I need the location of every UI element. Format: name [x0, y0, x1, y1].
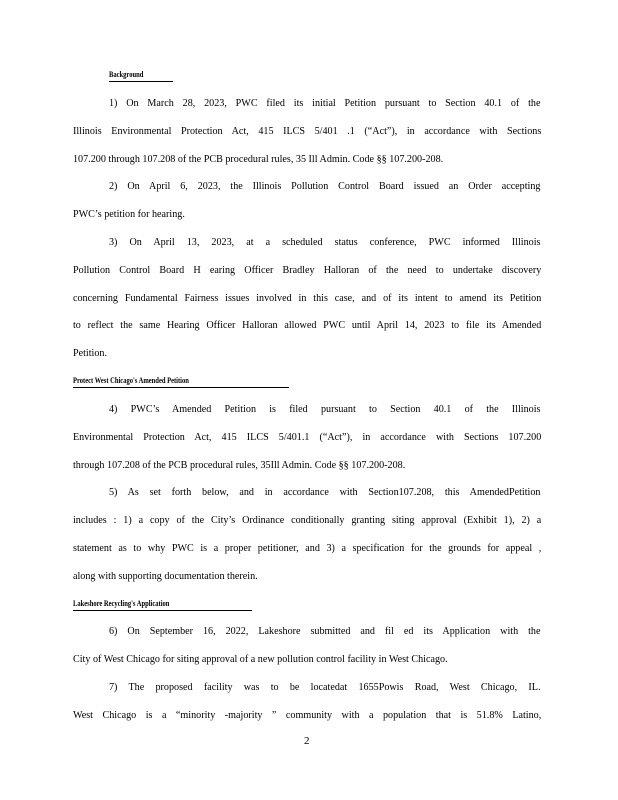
paragraph-7-line-1: 7) The proposed facility was to be locatedat 1655Powis Road, West Chicago, IL.	[109, 681, 541, 693]
page-number: 2	[304, 735, 310, 747]
paragraph-3-line-4: to reflect the same Hearing Officer Halloran allowed PWC until April 14, 2023 to file its Amended	[73, 319, 542, 331]
paragraph-6-line-2: City of West Chicago for siting approval of a new pollution control facility in West Chicago.	[73, 653, 448, 665]
paragraph-4-line-1: 4) PWC’s Amended Petition is filed pursuant to Section 40.1 of the Illinois	[109, 403, 541, 415]
paragraph-3-line-3: concerning Fundamental Fairness issues involved in this case, and of its intent to amend its Petition	[73, 292, 542, 304]
paragraph-4-line-3: through 107.208 of the PCB procedural rules, 35Ill Admin. Code §§ 107.200-208.	[73, 459, 406, 471]
paragraph-5-line-1: 5) As set forth below, and in accordance with Section107.208, this AmendedPetition	[109, 486, 541, 498]
paragraph-3-line-5: Petition.	[73, 347, 108, 359]
paragraph-3-line-2: Pollution Control Board H earing Officer Bradley Halloran of the need to undertake discovery	[73, 264, 542, 276]
heading-underline	[73, 387, 289, 388]
paragraph-2-line-2: PWC’s petition for hearing.	[73, 208, 185, 220]
section-heading-lakeshore-application: Lakeshore Recycling's Application	[73, 599, 170, 608]
paragraph-3-line-1: 3) On April 13, 2023, at a scheduled status conference, PWC informed Illinois	[109, 236, 541, 248]
paragraph-7-line-2: West Chicago is a “minority -majority ” community with a population that is 51.8% Latino,	[73, 709, 542, 721]
heading-underline	[109, 81, 173, 82]
section-heading-background: Background	[109, 70, 144, 79]
paragraph-1-line-2: Illinois Environmental Protection Act, 415 ILCS 5/401 .1 (“Act”), in accordance with Sections	[73, 125, 542, 137]
paragraph-6-line-1: 6) On September 16, 2022, Lakeshore submitted and fil ed its Application with the	[109, 625, 541, 637]
section-heading-amended-petition: Protect West Chicago's Amended Petition	[73, 376, 189, 385]
paragraph-5-line-3: statement as to why PWC is a proper petitioner, and 3) a specification for the grounds for appeal ,	[73, 542, 542, 554]
paragraph-4-line-2: Environmental Protection Act, 415 ILCS 5/401.1 (“Act”), in accordance with Sections 107.200	[73, 431, 542, 443]
paragraph-1-line-1: 1) On March 28, 2023, PWC filed its initial Petition pursuant to Section 40.1 of the	[109, 97, 541, 109]
paragraph-5-line-4: along with supporting documentation therein.	[73, 570, 258, 582]
paragraph-2-line-1: 2) On April 6, 2023, the Illinois Pollution Control Board issued an Order accepting	[109, 180, 541, 192]
heading-underline	[73, 610, 252, 611]
paragraph-1-line-3: 107.200 through 107.208 of the PCB procedural rules, 35 Ill Admin. Code §§ 107.200-208.	[73, 153, 444, 165]
paragraph-5-line-2: includes : 1) a copy of the City’s Ordinance conditionally granting siting approval (Exhibit 1), 2) a	[73, 514, 542, 526]
